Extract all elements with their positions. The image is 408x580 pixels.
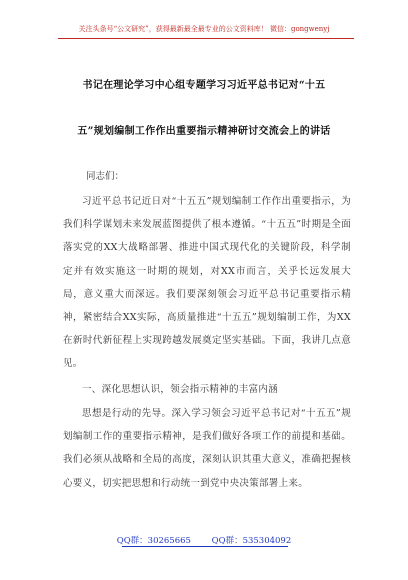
paragraph-section-1: 思想是行动的先导。深入学习领会习近平总书记对“十五五”规划编制工作的重要指示精神，是我们做好各项工作的前提和基础。我们必须从战略和全局的高度，深刻认识其重大意义，准确把握核心要义，切实把思想和行动统一到党中央决策部署上来。	[63, 408, 351, 489]
header-divider	[58, 38, 354, 39]
page-header-notice: 关注头条号“公文研究”，获得最新最全最专业的公文资料库！ 微信：gongwenyj	[78, 25, 330, 33]
page-footer-qq-groups: QQ群：30265665 QQ群：535304092	[116, 536, 292, 546]
salutation: 同志们：	[86, 171, 125, 182]
footer-underline	[122, 546, 288, 547]
paragraph-intro: 习近平总书记近日对“十五五”规划编制工作作出重要指示，为我们科学谋划未来发展蓝图提供了根本遵循。“十五五”时期是全面落实党的XX大战略部署、推进中国式现代化的关键阶段，科学制定并有效实施这一时期的规划，对XX市而言，关乎长远发展大局，意义重大而深远。我们要深刻领会习近平总书记重要指示精神，紧密结合XX实际，高质量推进“十五五”规划编制工作，为XX在新时代新征程上实现跨越发展奠定坚实基础。下面，我讲几点意见。	[63, 196, 351, 370]
document-title-line-1: 书记在理论学习中心组专题学习习近平总书记对“十五	[82, 80, 326, 91]
document-title-line-2: 五”规划编制工作作出重要指示精神研讨交流会上的讲话	[77, 126, 331, 137]
section-heading-1: 一、深化思想认识，领会指示精神的丰富内涵	[82, 384, 279, 395]
